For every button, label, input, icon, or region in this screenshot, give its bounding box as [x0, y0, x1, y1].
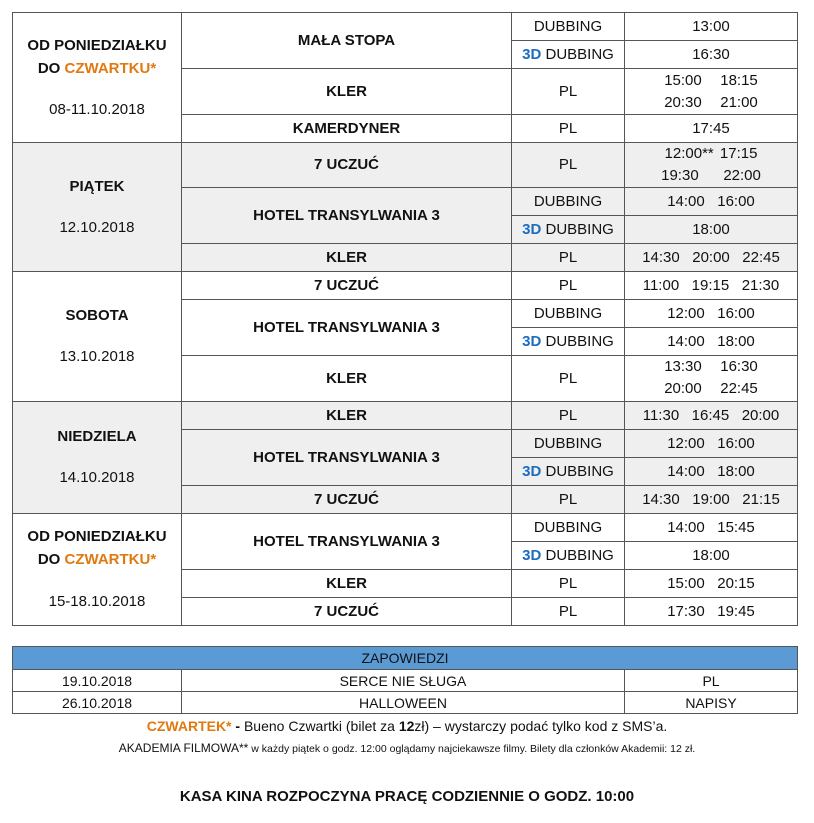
movie-title: KLER [182, 401, 512, 429]
showtimes: 11:00 19:15 21:30 [625, 271, 798, 299]
showtimes: 18:00 [625, 541, 798, 569]
version: PL [512, 401, 625, 429]
showtimes: 12:00** 17:15 19:30 22:00 [625, 143, 798, 188]
version: PL [512, 355, 625, 401]
day-date: 13.10.2018 [59, 348, 135, 365]
akademia-note: AKADEMIA FILMOWA** w każdy piątek o godz. 12:00 oglądamy najciekawsze filmy. Bilety dla członków Akademii: 12 zł. [118, 741, 696, 755]
version-3d: 3D DUBBING [512, 41, 625, 69]
showtimes: 14:00 16:00 [625, 187, 798, 215]
version: PL [512, 569, 625, 597]
showtimes: 12:00 16:00 [625, 429, 798, 457]
day-date: 14.10.2018 [59, 469, 135, 486]
movie-title: KLER [182, 569, 512, 597]
3d-badge: 3D [522, 46, 542, 63]
showtimes: 11:30 16:45 20:00 [625, 401, 798, 429]
movie-title: KLER [182, 355, 512, 401]
version: DUBBING [512, 187, 625, 215]
showtimes: 17:30 19:45 [625, 597, 798, 625]
movie-title: HOTEL TRANSYLWANIA 3 [182, 299, 512, 355]
3d-badge: 3D [522, 332, 542, 350]
day-cell-sunday: NIEDZIELA 14.10.2018 [13, 401, 182, 513]
announcement-date: 19.10.2018 [13, 670, 182, 692]
showtimes: 15:00 20:15 [625, 569, 798, 597]
announcement-version: PL [625, 670, 798, 692]
movie-title: HOTEL TRANSYLWANIA 3 [182, 513, 512, 569]
movie-title: 7 UCZUĆ [182, 143, 512, 188]
version-3d: 3D DUBBING [512, 215, 625, 243]
3d-badge: 3D [522, 462, 542, 480]
czwartek-note: CZWARTEK* - Bueno Czwartki (bilet za 12zł) – wystarczy podać tylko kod z SMS’a. [146, 718, 668, 734]
movie-title: MAŁA STOPA [182, 13, 512, 69]
day-date: 08-11.10.2018 [49, 101, 145, 119]
showtimes: 14:30 20:00 22:45 [625, 243, 798, 271]
announcements-table [12, 646, 798, 714]
3d-badge: 3D [522, 220, 542, 238]
movie-title: KAMERDYNER [182, 115, 512, 143]
version-3d: 3D DUBBING [512, 541, 625, 569]
showtimes: 15:00 18:15 20:30 21:00 [625, 69, 798, 115]
day-cell-friday: PIĄTEK 12.10.2018 [13, 143, 182, 272]
showtimes: 12:00 16:00 [625, 299, 798, 327]
movie-title: 7 UCZUĆ [182, 597, 512, 625]
version-3d: 3D DUBBING [512, 327, 625, 355]
day-date: 12.10.2018 [59, 218, 135, 236]
movie-title: HOTEL TRANSYLWANIA 3 [182, 429, 512, 485]
version: DUBBING [512, 299, 625, 327]
announcement-title: HALLOWEEN [182, 692, 625, 714]
box-office-note: KASA KINA ROZPOCZYNA PRACĘ CODZIENNIE O GODZ. 10:00 [179, 788, 635, 805]
version: DUBBING [512, 429, 625, 457]
schedule-table [12, 12, 798, 626]
day-cell-weekdays1: OD PONIEDZIAŁKU DO CZWARTKU* 08-11.10.2018 [13, 13, 182, 143]
showtimes: 14:00 18:00 [625, 457, 798, 485]
movie-title: KLER [182, 243, 512, 271]
version: PL [512, 69, 625, 115]
day-cell-saturday: SOBOTA 13.10.2018 [13, 271, 182, 401]
version-3d: 3D DUBBING [512, 457, 625, 485]
version: PL [512, 243, 625, 271]
movie-title: KLER [182, 69, 512, 115]
version: PL [512, 115, 625, 143]
announcement-date: 26.10.2018 [13, 692, 182, 714]
version: DUBBING [512, 513, 625, 541]
showtimes: 16:30 [625, 41, 798, 69]
announcement-title: SERCE NIE SŁUGA [182, 670, 625, 692]
announcement-version: NAPISY [625, 692, 798, 714]
showtimes: 13:30 16:30 20:00 22:45 [625, 355, 798, 401]
showtimes: 13:00 [625, 13, 798, 41]
version: PL [512, 485, 625, 513]
movie-title: 7 UCZUĆ [182, 271, 512, 299]
showtimes: 18:00 [625, 215, 798, 243]
movie-title: 7 UCZUĆ [182, 485, 512, 513]
announcements-header: ZAPOWIEDZI [13, 647, 798, 670]
showtimes: 17:45 [625, 115, 798, 143]
day-date: 15-18.10.2018 [48, 592, 146, 610]
version: PL [512, 597, 625, 625]
version: DUBBING [512, 13, 625, 41]
3d-badge: 3D [522, 546, 542, 564]
day-cell-weekdays2: OD PONIEDZIAŁKU DO CZWARTKU* 15-18.10.2018 [13, 513, 182, 625]
version: PL [512, 143, 625, 188]
showtimes: 14:30 19:00 21:15 [625, 485, 798, 513]
version: PL [512, 271, 625, 299]
showtimes: 14:00 18:00 [625, 327, 798, 355]
showtimes: 14:00 15:45 [625, 513, 798, 541]
movie-title: HOTEL TRANSYLWANIA 3 [182, 187, 512, 243]
